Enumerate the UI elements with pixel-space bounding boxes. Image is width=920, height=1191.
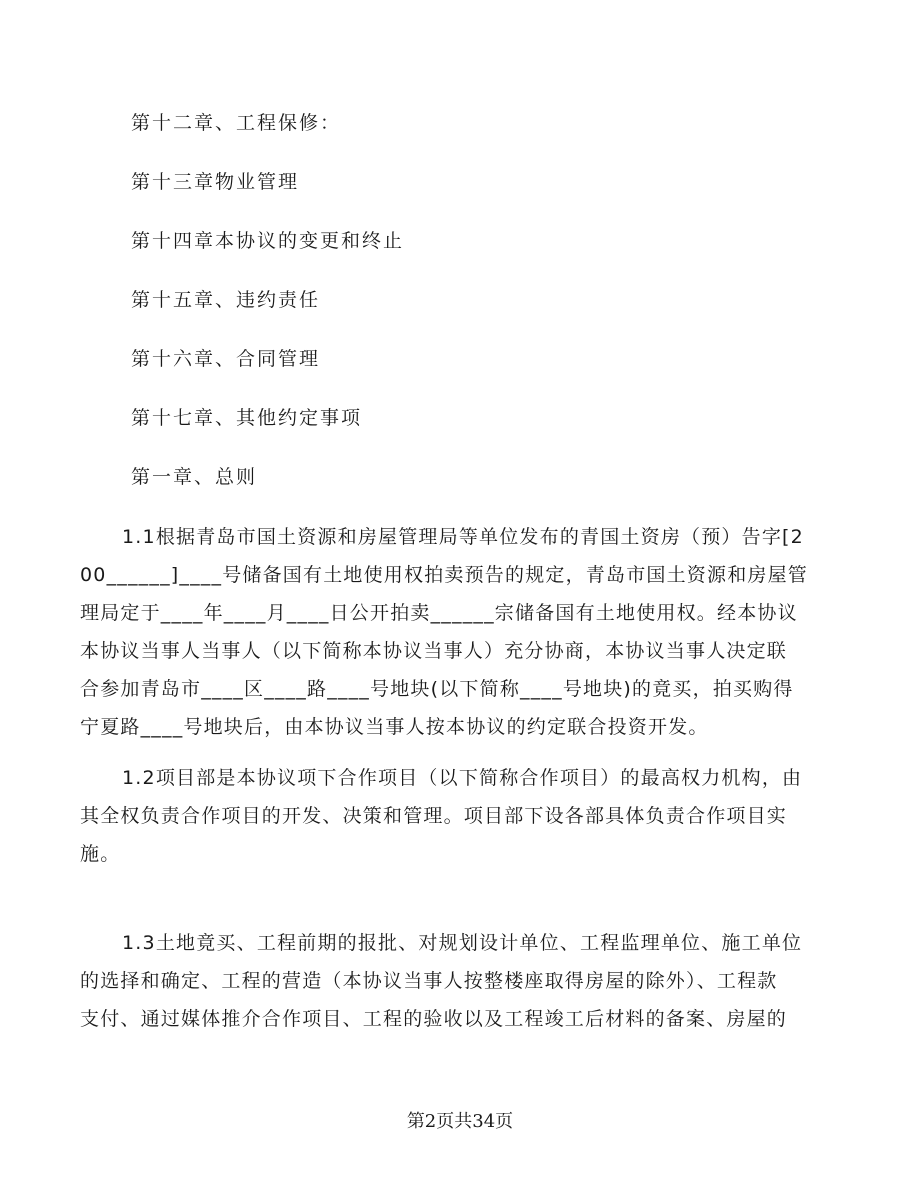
chapter-heading-1: 第一章、总则 (131, 466, 258, 488)
chapter-heading-16: 第十六章、合同管理 (131, 348, 321, 370)
paragraph-line: 的选择和确定、工程的营造（本协议当事人按整楼座取得房屋的除外）、工程款 (80, 970, 778, 992)
chapter-heading-17: 第十七章、其他约定事项 (131, 407, 363, 429)
chapter-heading-14: 第十四章本协议的变更和终止 (131, 230, 405, 252)
paragraph-1-1 (80, 518, 840, 746)
paragraph-line: 1.2项目部是本协议项下合作项目（以下简称合作项目）的最高权力机构，由 (122, 767, 803, 789)
paragraph-line: 00______]____号储备国有土地使用权拍卖预告的规定，青岛市国土资源和房屋管 (80, 564, 808, 586)
page-number-footer: 第2页共34页 (406, 1111, 514, 1132)
paragraph-line: 施。 (80, 843, 121, 865)
paragraph-line: 合参加青岛市____区____路____号地块(以下简称____号地块)的竟买，拍买购得 (80, 678, 794, 700)
paragraph-line: 本协议当事人当事人（以下简称本协议当事人）充分协商，本协议当事人决定联 (80, 640, 788, 662)
chapter-heading-13: 第十三章物业管理 (131, 171, 300, 193)
paragraph-line: 1.3土地竟买、工程前期的报批、对规划设计单位、工程监理单位、施工单位 (122, 932, 803, 954)
paragraph-line: 其全权负责合作项目的开发、决策和管理。项目部下设各部具体负责合作项目实 (80, 805, 788, 827)
paragraph-line: 1.1根据青岛市国土资源和房屋管理局等单位发布的青国土资房（预）告字[2 (122, 526, 804, 548)
chapter-heading-12: 第十二章、工程保修： (131, 112, 342, 134)
chapter-heading-15: 第十五章、违约责任 (131, 289, 321, 311)
paragraph-line: 支付、通过媒体推介合作项目、工程的验收以及工程竣工后材料的备案、房屋的 (80, 1008, 788, 1030)
paragraph-1-2 (80, 759, 840, 873)
paragraph-line: 理局定于____年____月____日公开拍卖______宗储备国有土地使用权。经本协议 (80, 602, 798, 624)
paragraph-1-3 (80, 924, 840, 1038)
paragraph-line: 宁夏路____号地块后，由本协议当事人按本协议的约定联合投资开发。 (80, 716, 709, 738)
